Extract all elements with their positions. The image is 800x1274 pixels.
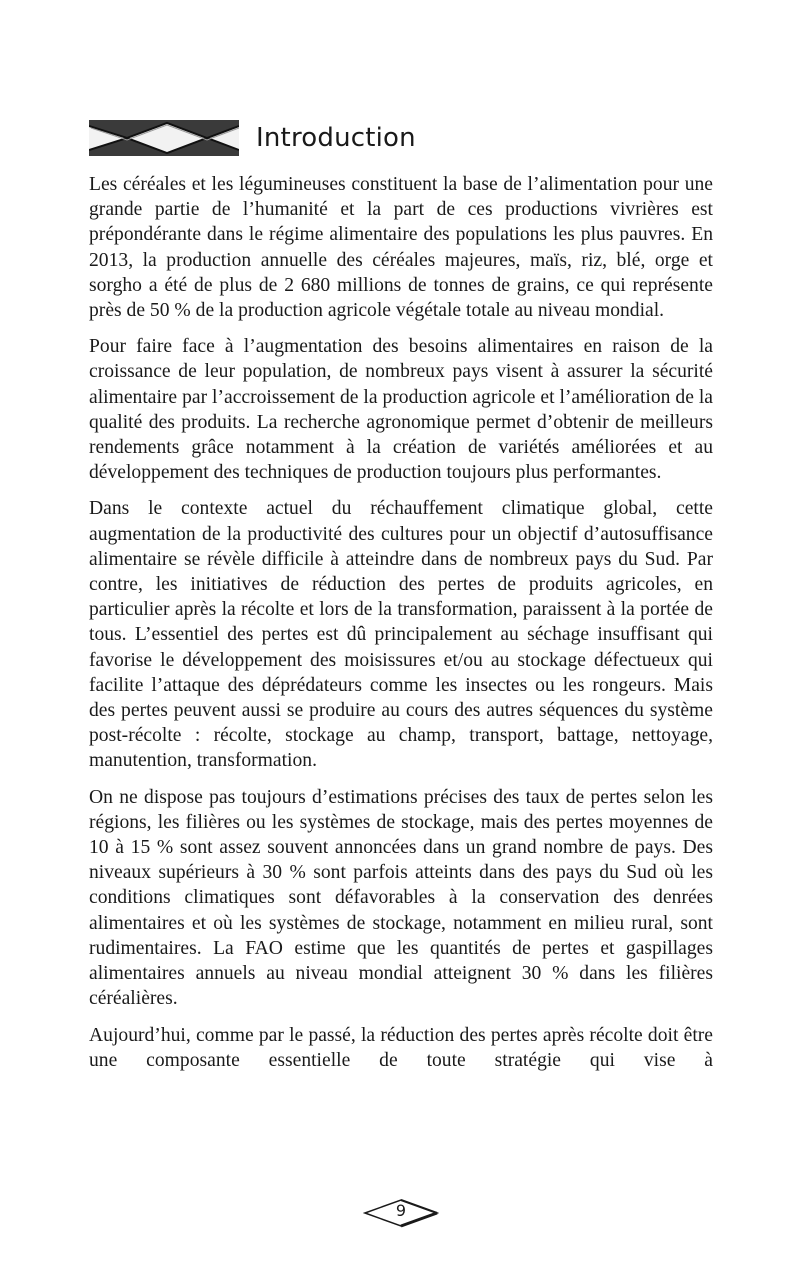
- diamond-banner-icon: [89, 120, 244, 156]
- paragraph: Aujourd’hui, comme par le passé, la réduction des pertes après récolte doit être une composante essentielle de toute stratégie qui vise à: [89, 1024, 713, 1071]
- paragraph: Dans le contexte actuel du réchauffement climatique global, cette augmentation de la productivité des cultures pour un objectif d’autosuffisance alimentaire se révèle difficile à atteindre dans de nombreux pays du Sud. Par contre, les initiatives de réduction des pertes de produits agricoles, en particulier après la récolte et lors de la transformation, paraissent à la portée de tous. L’essentiel des pertes est dû principalement au séchage insuffisant qui favorise le développement des moisissures et/ou au stockage défectueux qui facilite l’attaque des déprédateurs comme les insectes ou les rongeurs. Mais des pertes peuvent aussi se produire au cours des autres séquences du système post-récolte : récolte, stockage au champ, transport, battage, nettoyage, manutention, transformation.: [89, 498, 713, 772]
- page-number: 9: [395, 1201, 407, 1220]
- paragraph: Les céréales et les légumineuses constituent la base de l’alimentation pour une grande partie de l’humanité et la part de ces productions vivrières est prépondérante dans le régime alimentaire des populations les plus pauvres. En 2013, la production annuelle des céréales majeures, maïs, riz, blé, orge et sorgho a été de plus de 2 680 millions de tonnes de grains, ce qui représente près de 50 % de la production agricole végétale totale au niveau mondial.: [89, 174, 713, 322]
- body-text: [89, 172, 713, 1084]
- paragraph: On ne dispose pas toujours d’estimations précises des taux de pertes selon les régions, les filières ou les systèmes de stockage, mais des pertes moyennes de 10 à 15 % sont assez souvent annoncées dans un grand nombre de pays. Des niveaux supérieurs à 30 % sont parfois atteints dans des pays du Sud où les conditions climatiques sont défavorables à la conservation des denrées alimentaires et où les systèmes de stockage, notamment en milieu rural, sont rudimentaires. La FAO estime que les quantités de pertes et gaspillages alimentaires annuels au niveau mondial atteignent 30 % dans les filières céréalières.: [89, 786, 713, 1010]
- section-title: Introduction: [256, 123, 416, 153]
- section-heading: [89, 118, 416, 158]
- page-number-folio: [363, 1198, 439, 1228]
- paragraph: Pour faire face à l’augmentation des besoins alimentaires en raison de la croissance de leur population, de nombreux pays visent à assurer la sécurité alimentaire par l’accroissement de la production agricole et l’amélioration de la qualité des produits. La recherche agronomique permet d’obtenir de meilleurs rendements grâce notamment à la création de variétés améliorées et au développement des techniques de production toujours plus performantes.: [89, 336, 713, 484]
